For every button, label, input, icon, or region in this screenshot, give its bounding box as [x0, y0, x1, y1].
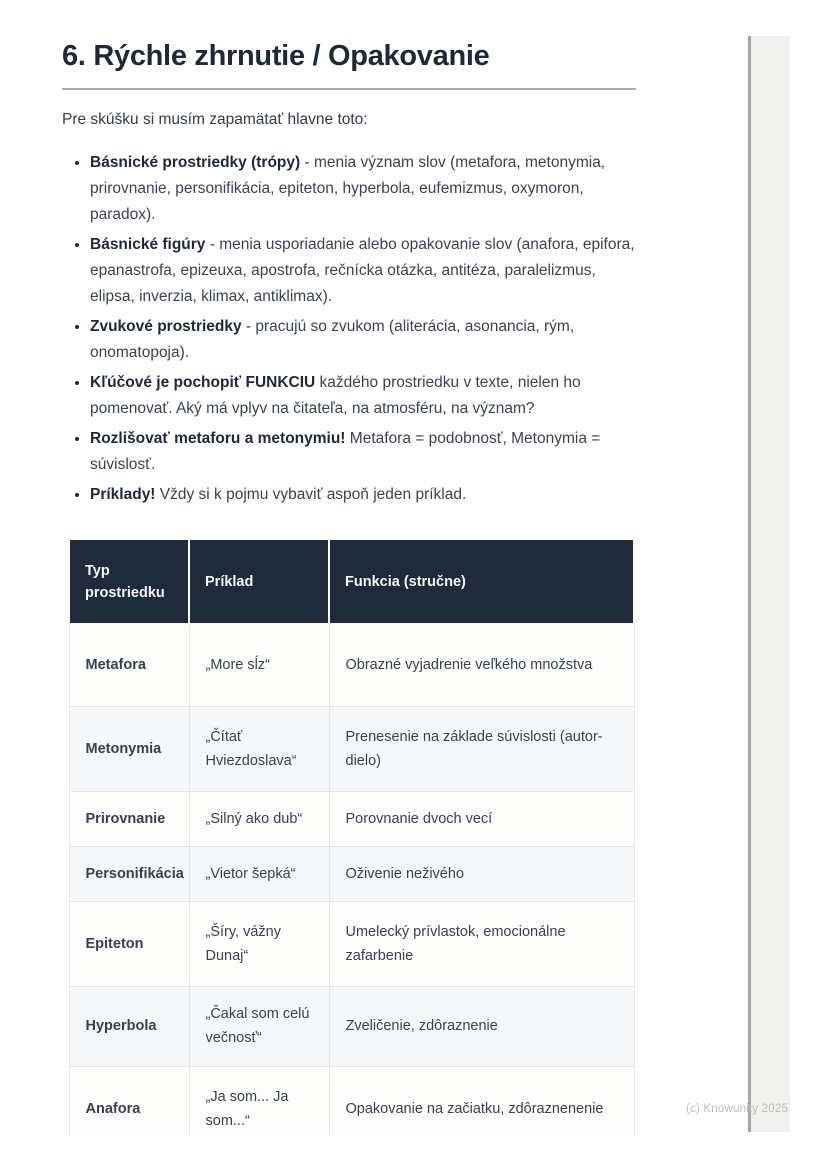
cell-type: Personifikácia: [69, 846, 189, 901]
list-item-term: Básnické prostriedky (trópy): [90, 154, 301, 171]
list-item: [90, 370, 636, 422]
cell-type: Epiteton: [69, 901, 189, 986]
list-item-text: každého prostriedku v texte, nielen ho pomenovať. Aký má vplyv na čitateľa, na atmosféru, na význam?: [90, 374, 581, 417]
cell-example: „Čítať Hviezdoslava“: [189, 706, 329, 791]
cell-example: „Silný ako dub“: [189, 791, 329, 846]
cell-function: Obrazné vyjadrenie veľkého množstva: [329, 624, 634, 706]
table-row: [69, 901, 634, 986]
column-header-function: Funkcia (stručne): [329, 539, 634, 624]
watermark: (c) Knowunity 2025: [686, 1103, 789, 1115]
cell-function: Prenesenie na základe súvislosti (autor-dielo): [329, 706, 634, 791]
cell-type: Metafora: [69, 624, 189, 706]
summary-list: [62, 150, 636, 508]
list-item-text: - menia usporiadanie alebo opakovanie slov (anafora, epifora, epanastrofa, epizeuxa, apostrofa, rečnícka otázka, antitéza, paralelizmus, elipsa, inverzia, klimax, antiklimax).: [90, 236, 635, 305]
column-header-example: Príklad: [189, 539, 329, 624]
cell-type: Anafora: [69, 1066, 189, 1135]
page-content: [62, 36, 636, 1135]
cell-example: „More sĺz“: [189, 624, 329, 706]
list-item: [90, 150, 636, 228]
table-row: [69, 846, 634, 901]
list-item: [90, 314, 636, 366]
cell-example: „Ja som... Ja som...“: [189, 1066, 329, 1135]
table-row: [69, 986, 634, 1066]
intro-text: Pre skúšku si musím zapamätať hlavne toto:: [62, 111, 368, 128]
list-item: [90, 232, 636, 310]
cell-type: Prirovnanie: [69, 791, 189, 846]
table-header-row: [69, 539, 634, 624]
list-item: [90, 426, 636, 478]
list-item-text: Vždy si k pojmu vybaviť aspoň jeden príklad.: [155, 486, 467, 503]
table-row: [69, 1066, 634, 1135]
cell-function: Oživenie neživého: [329, 846, 634, 901]
scrollbar-track[interactable]: [748, 36, 790, 1132]
devices-table: [68, 538, 635, 1135]
cell-example: „Vietor šepká“: [189, 846, 329, 901]
list-item-text: Metafora = podobnosť, Metonymia = súvislosť.: [90, 430, 601, 473]
cell-example: „Šíry, vážny Dunaj“: [189, 901, 329, 986]
table-row: [69, 624, 634, 706]
list-item-term: Básnické figúry: [90, 236, 206, 253]
list-item: [90, 482, 636, 508]
list-item-text: - menia význam slov (metafora, metonymia, prirovnanie, personifikácia, epiteton, hyperbola, eufemizmus, oxymoron, paradox).: [90, 154, 606, 223]
list-item-text: - pracujú so zvukom (aliterácia, asonancia, rým, onomatopoja).: [90, 318, 575, 361]
column-header-type: Typ prostriedku: [69, 539, 189, 624]
table-row: [69, 706, 634, 791]
cell-function: Porovnanie dvoch vecí: [329, 791, 634, 846]
cell-type: Metonymia: [69, 706, 189, 791]
title-divider: [62, 88, 636, 90]
cell-type: Hyperbola: [69, 986, 189, 1066]
section-title: 6. Rýchle zhrnutie / Opakovanie: [62, 40, 490, 72]
list-item-term: Rozlišovať metaforu a metonymiu!: [90, 430, 346, 447]
cell-function: Opakovanie na začiatku, zdôraznenenie: [329, 1066, 634, 1135]
cell-function: Zveličenie, zdôraznenie: [329, 986, 634, 1066]
list-item-term: Zvukové prostriedky: [90, 318, 242, 335]
cell-example: „Čakal som celú večnosť“: [189, 986, 329, 1066]
cell-function: Umelecký prívlastok, emocionálne zafarbenie: [329, 901, 634, 986]
list-item-term: Príklady!: [90, 486, 156, 503]
table-row: [69, 791, 634, 846]
list-item-term: Kľúčové je pochopiť FUNKCIU: [90, 374, 316, 391]
